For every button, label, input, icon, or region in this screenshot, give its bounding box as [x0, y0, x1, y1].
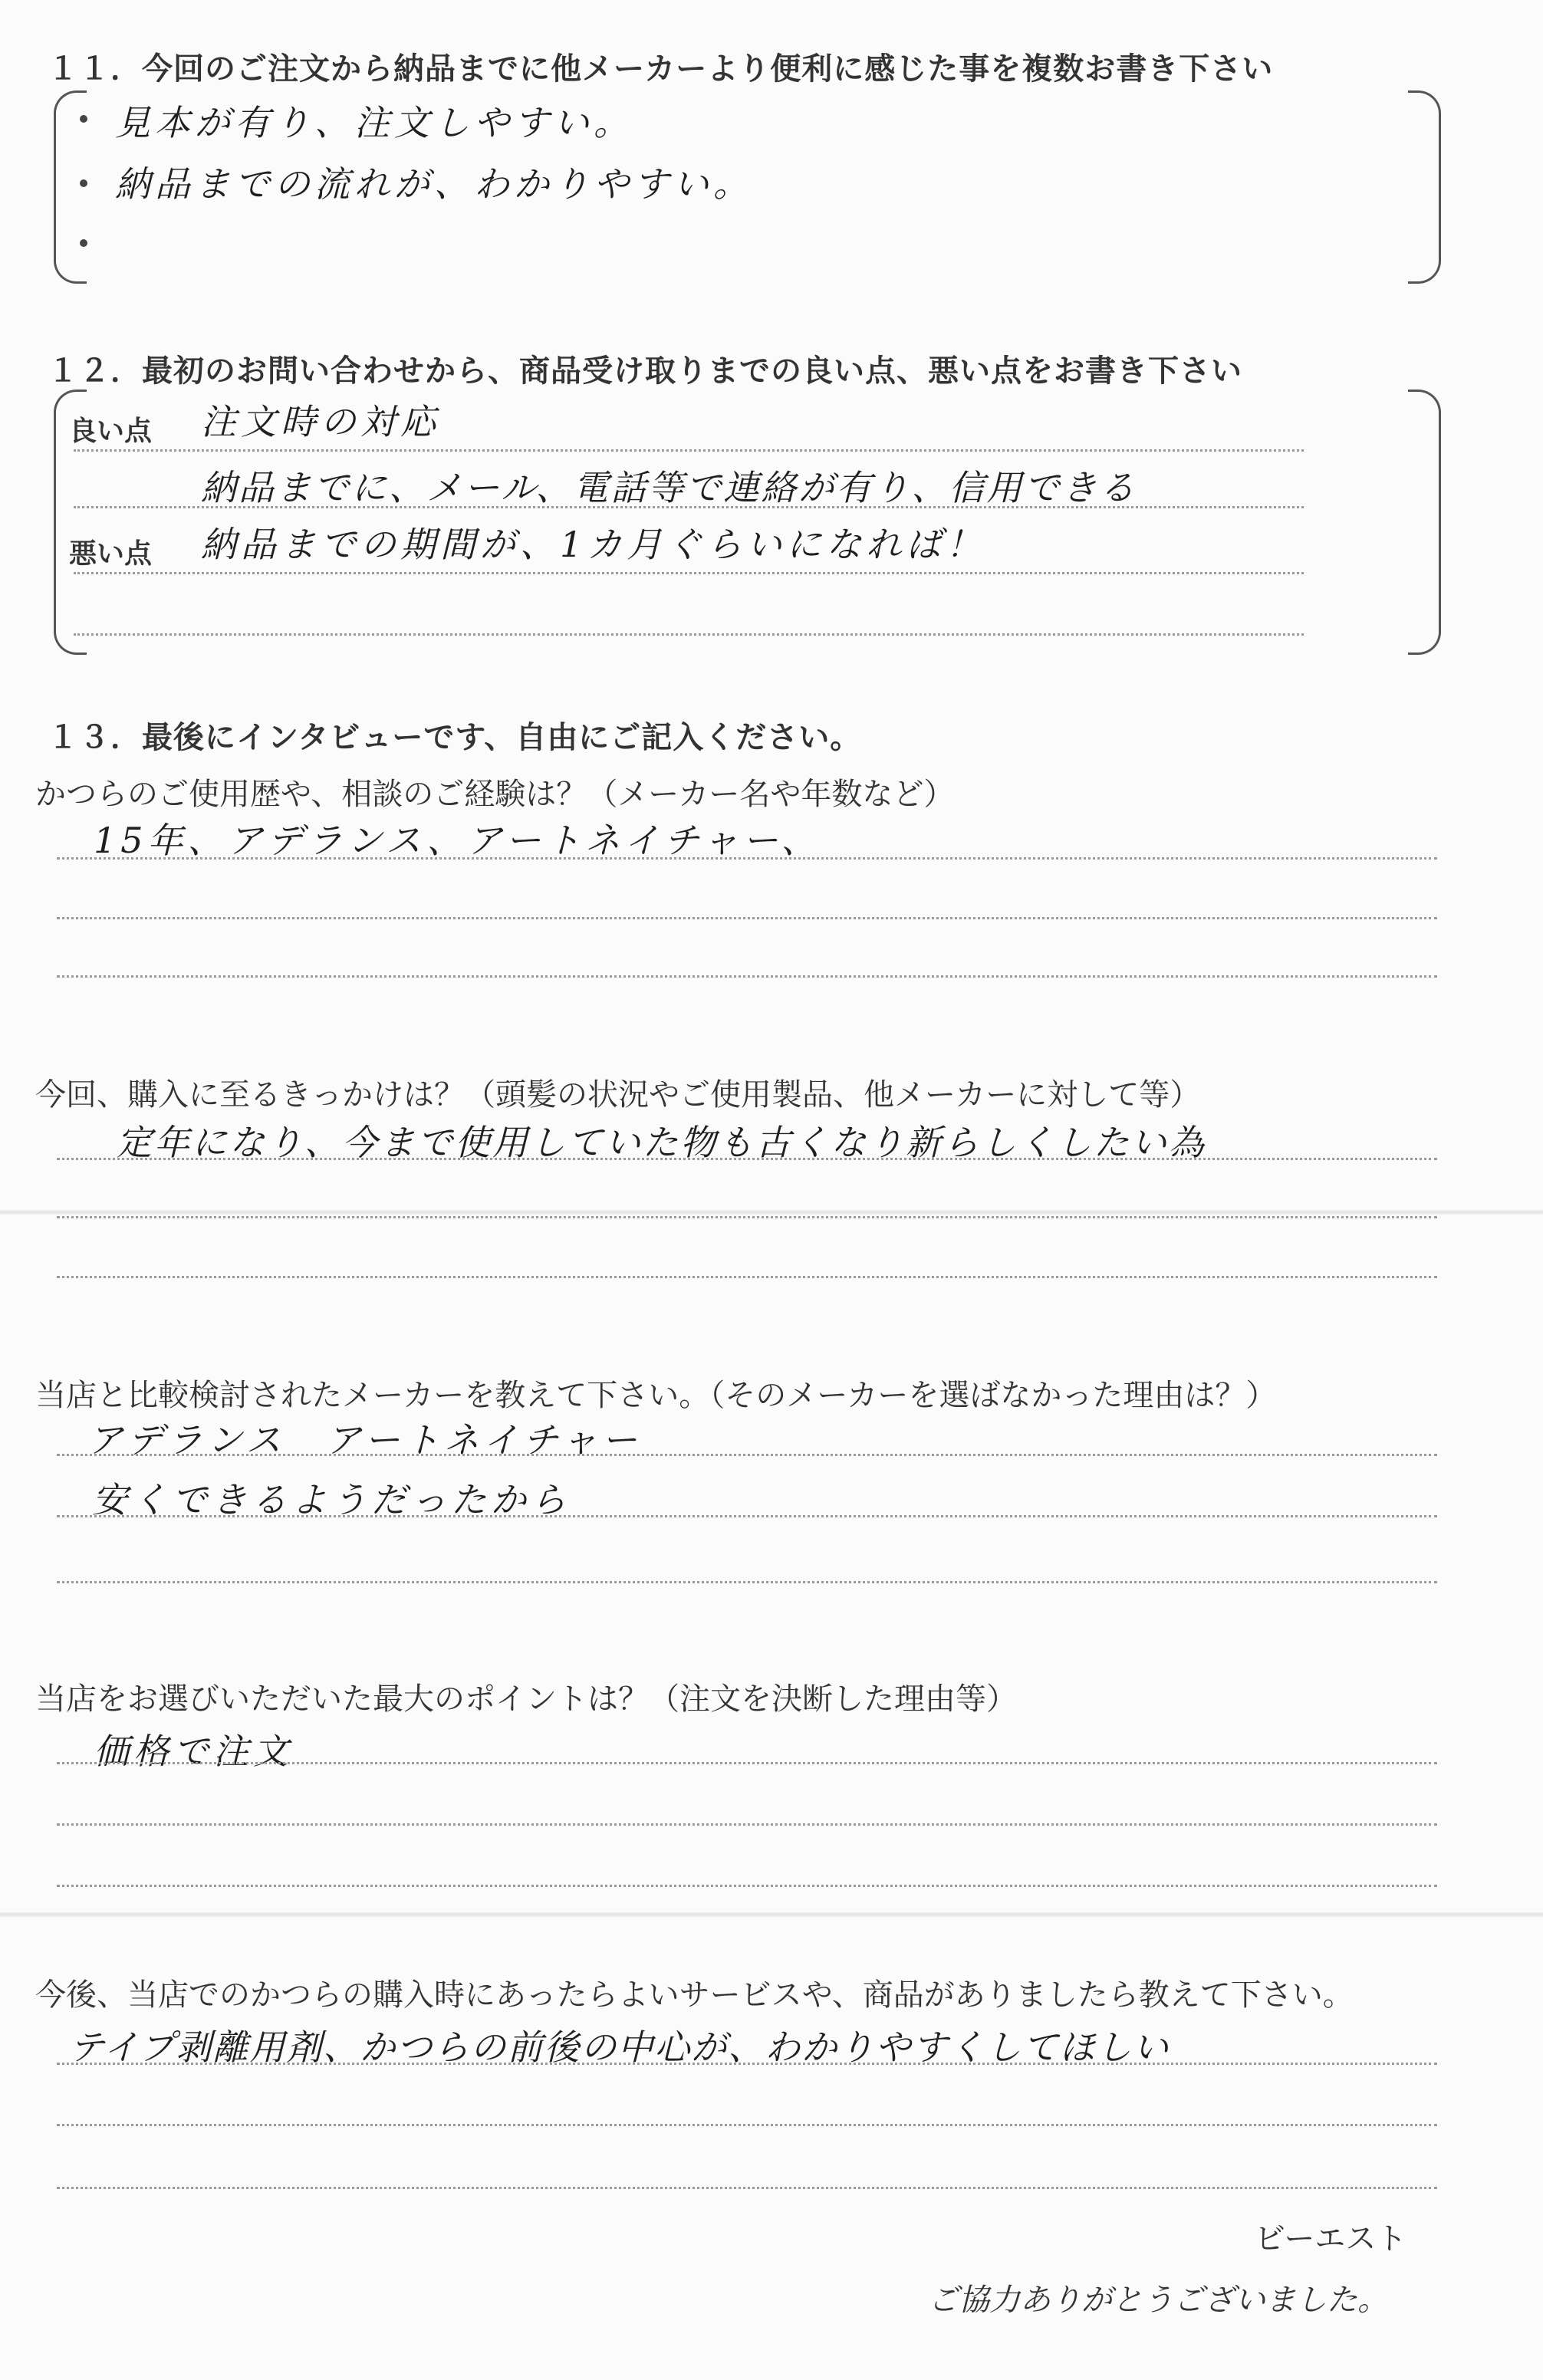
answer-line	[57, 1515, 1437, 1517]
answer-line	[57, 975, 1437, 978]
bad-point-answer: 納品までの期間が、1カ月ぐらいになれば！	[201, 524, 986, 565]
bullet	[80, 239, 87, 247]
answer-line	[74, 633, 1304, 636]
good-point-answer-2: 納品までに、メール、電話等で連絡が有り、信用できる	[201, 467, 1137, 508]
paper-fold	[0, 1912, 1543, 1917]
history-answer: 15年、アデランス、アートネイチャー、	[94, 820, 821, 861]
answer-line	[57, 1454, 1437, 1456]
compare-answer-2: 安くできるようだったから	[92, 1479, 571, 1520]
answer-line	[57, 1216, 1437, 1218]
q13-title: １３．最後にインタビューです、自由にご記入ください。	[48, 720, 862, 755]
good-point-label: 良い点	[69, 416, 153, 447]
service-question: 今後、当店でのかつらの購入時にあったらよいサービスや、商品がありましたら教えて下さい。	[35, 1977, 1354, 2013]
q11-title: １１．今回のご注文から納品までに他メーカーより便利に感じた事を複数お書き下さい	[48, 51, 1274, 87]
compare-question: 当店と比較検討されたメーカーを教えて下さい。（そのメーカーを選ばなかった理由は？）	[35, 1378, 1277, 1413]
q11-answer-1: 見本が有り、注文しやすい。	[115, 102, 633, 143]
service-answer: テイプ剥離用剤、かつらの前後の中心が、わかりやすくしてほしい	[69, 2027, 1170, 2068]
answer-line	[74, 572, 1304, 574]
bullet	[80, 115, 87, 123]
answer-line	[57, 1823, 1437, 1826]
paper-fold	[0, 1210, 1543, 1215]
bullet	[80, 179, 87, 187]
history-question: かつらのご使用歴や、相談のご経験は？（メーカー名や年数など）	[35, 777, 955, 812]
compare-answer-1: アデランス アートネイチャー	[87, 1419, 642, 1461]
answer-line	[57, 1762, 1437, 1764]
answer-line	[74, 449, 1304, 452]
answer-line	[57, 2187, 1437, 2189]
q11-bracket-right	[1408, 90, 1441, 284]
q12-bracket-right	[1408, 390, 1441, 655]
reason-answer: 定年になり、今まで使用していた物も古くなり新らしくしたい為	[117, 1122, 1206, 1163]
answer-line	[57, 2124, 1437, 2126]
thanks-message: ご協力ありがとうございました。	[928, 2283, 1388, 2318]
answer-line	[57, 2063, 1437, 2065]
answer-line	[57, 1581, 1437, 1583]
answer-line	[57, 857, 1437, 860]
answer-line	[57, 917, 1437, 919]
answer-line	[57, 1885, 1437, 1887]
point-question: 当店をお選びいただいた最大のポイントは？（注文を決断した理由等）	[35, 1681, 1017, 1717]
q12-title: １２．最初のお問い合わせから、商品受け取りまでの良い点、悪い点をお書き下さい	[48, 353, 1242, 389]
q11-answer-2: 納品までの流れが、わかりやすい。	[115, 163, 753, 205]
answer-line	[57, 1276, 1437, 1278]
good-point-answer-1: 注文時の対応	[201, 401, 440, 442]
answer-line	[57, 1158, 1437, 1160]
reason-question: 今回、購入に至るきっかけは？（頭髪の状況やご使用製品、他メーカーに対して等）	[35, 1077, 1201, 1113]
answer-line	[74, 506, 1304, 508]
company-name: ビーエスト	[1255, 2221, 1407, 2257]
point-answer: 価格で注文	[94, 1731, 293, 1772]
bad-point-label: 悪い点	[69, 538, 153, 570]
